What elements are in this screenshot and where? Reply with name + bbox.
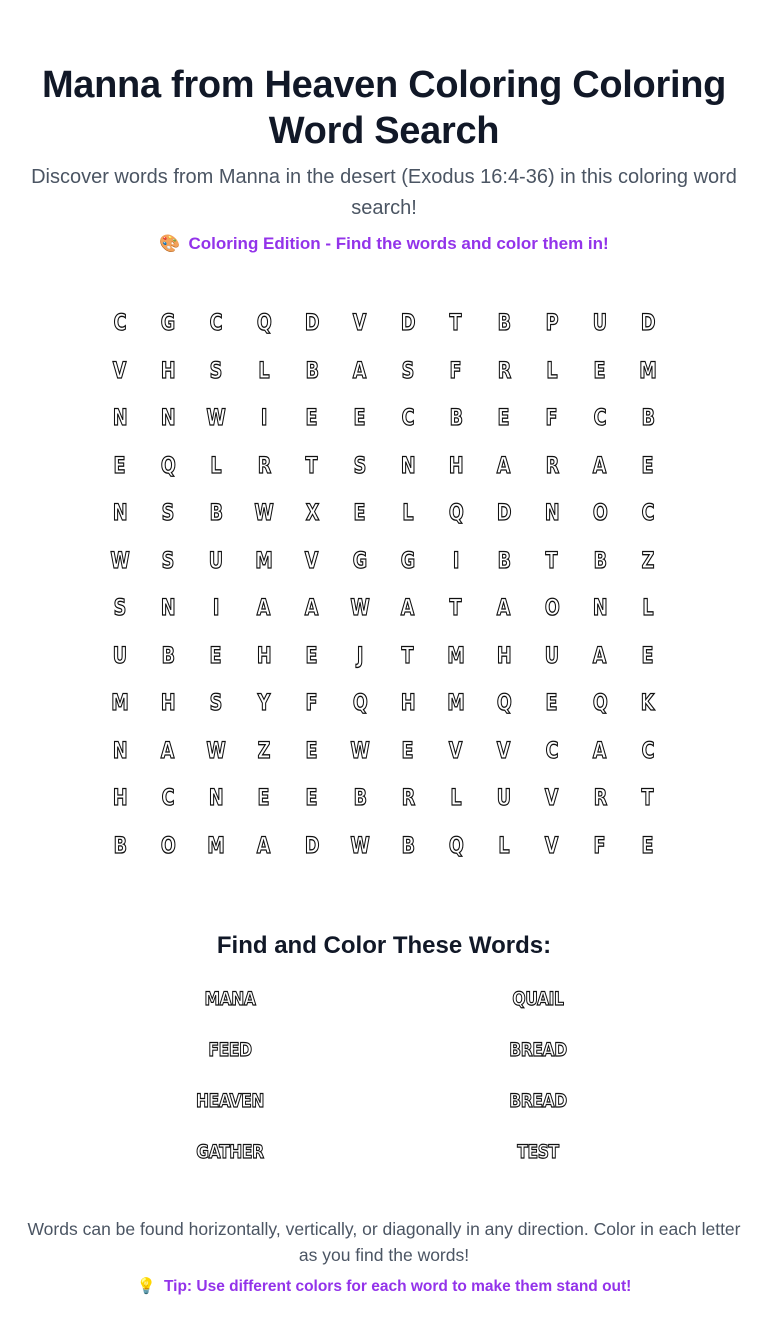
grid-cell[interactable]: H [256,643,272,669]
grid-cell[interactable]: E [113,453,127,479]
grid-cell[interactable]: D [304,833,320,859]
grid-cell[interactable]: C [641,738,655,764]
grid-cell[interactable]: F [545,406,559,432]
grid-cell[interactable]: R [593,786,607,812]
grid-cell[interactable]: W [350,596,370,622]
grid-cell[interactable]: W [206,738,226,764]
word-list-title: Find and Color These Words: [216,932,552,959]
grid-cell[interactable]: N [400,453,416,479]
grid-cell[interactable]: R [401,786,415,812]
word-list-item: MANA [204,988,256,1010]
grid-cell[interactable]: V [353,311,367,337]
grid-cell[interactable]: M [639,358,657,384]
grid-cell[interactable]: L [402,501,414,527]
grid-cell[interactable]: L [498,833,510,859]
grid-cell[interactable]: T [305,453,318,479]
grid-cell[interactable]: G [400,548,416,574]
word-list-item: BREAD [509,1039,567,1061]
grid-cell[interactable]: N [208,786,224,812]
grid-cell[interactable]: A [593,738,607,764]
grid-cell[interactable]: W [110,548,130,574]
grid-cell[interactable]: O [544,596,560,622]
grid-cell[interactable]: N [160,596,176,622]
grid-cell[interactable]: Q [496,691,512,717]
grid-cell[interactable]: A [305,596,319,622]
grid-cell[interactable]: Q [160,453,176,479]
grid-cell[interactable]: S [161,501,175,527]
edition-banner [0,232,768,256]
grid-cell[interactable]: R [497,358,511,384]
grid-cell[interactable]: C [593,406,607,432]
grid-cell[interactable]: O [160,833,176,859]
grid-cell[interactable]: U [592,311,608,337]
grid-cell[interactable]: V [545,786,559,812]
grid-cell[interactable]: J [356,643,364,669]
grid-cell[interactable]: M [447,643,465,669]
grid-cell[interactable]: Q [592,691,608,717]
grid-cell[interactable]: A [257,833,271,859]
tip-text: Tip: Use different colors for each word to make them stand out! [163,1278,632,1295]
word-list-item: FEED [208,1039,252,1061]
grid-cell[interactable]: M [111,691,129,717]
grid-cell[interactable]: L [450,786,462,812]
grid-cell[interactable]: R [257,453,271,479]
grid-cell[interactable]: S [353,453,367,479]
grid-cell[interactable]: A [497,596,511,622]
edition-text: Coloring Edition - Find the words and color them in! [188,234,609,253]
grid-cell[interactable]: U [496,786,512,812]
grid-cell[interactable]: V [497,738,511,764]
grid-cell[interactable]: B [497,311,511,337]
grid-cell[interactable]: T [449,311,462,337]
grid-cell[interactable]: L [210,453,222,479]
word-list-item: BREAD [509,1090,567,1112]
grid-cell[interactable]: I [452,548,460,574]
grid-cell[interactable]: E [641,643,655,669]
grid-cell[interactable]: L [546,358,558,384]
grid-cell[interactable]: B [305,358,319,384]
grid-cell[interactable]: N [160,406,176,432]
grid-cell[interactable]: C [641,501,655,527]
grid-cell[interactable]: M [207,833,225,859]
grid-cell[interactable]: A [401,596,415,622]
grid-cell[interactable]: I [212,596,220,622]
grid-cell[interactable]: E [305,786,319,812]
grid-cell[interactable]: T [545,548,558,574]
grid-cell[interactable]: S [401,358,415,384]
grid-cell[interactable]: A [353,358,367,384]
grid-cell[interactable]: C [209,311,223,337]
grid-cell[interactable]: A [161,738,175,764]
word-list-item: GATHER [196,1141,264,1163]
grid-cell[interactable]: E [305,406,319,432]
grid-cell[interactable]: S [209,691,223,717]
grid-cell[interactable]: H [112,786,128,812]
grid-cell[interactable]: B [353,786,367,812]
grid-cell[interactable]: B [497,548,511,574]
grid-cell[interactable]: L [642,596,654,622]
instructions-text: Words can be found horizontally, vertically, or diagonally in any direction. Color in each letter as you find the words! [27,1219,741,1265]
grid-cell[interactable]: E [257,786,271,812]
grid-cell[interactable]: A [497,453,511,479]
word-search-grid [96,300,672,870]
word-list-item: TEST [517,1141,559,1163]
grid-cell[interactable]: B [593,548,607,574]
grid-cell[interactable]: D [496,501,512,527]
grid-cell[interactable]: T [401,643,414,669]
grid-cell[interactable]: G [352,548,368,574]
grid-cell[interactable]: E [545,691,559,717]
grid-cell[interactable]: C [113,311,127,337]
grid-cell[interactable]: Z [641,548,655,574]
grid-cell[interactable]: E [305,643,319,669]
grid-cell[interactable]: B [449,406,463,432]
grid-cell[interactable]: B [209,501,223,527]
grid-cell[interactable]: F [593,833,607,859]
grid-cell[interactable]: F [449,358,463,384]
grid-cell[interactable]: M [447,691,465,717]
grid-cell[interactable]: T [641,786,654,812]
grid-cell[interactable]: E [209,643,223,669]
lightbulb-icon: 💡 [136,1278,156,1295]
grid-cell[interactable]: C [401,406,415,432]
grid-cell[interactable]: Z [257,738,271,764]
grid-cell[interactable]: Q [352,691,368,717]
grid-cell[interactable]: B [641,406,655,432]
word-list-item: HEAVEN [196,1090,264,1112]
grid-cell[interactable]: B [161,643,175,669]
grid-cell[interactable]: Q [256,311,272,337]
grid-cell[interactable]: C [545,738,559,764]
grid-cell[interactable]: A [257,596,271,622]
grid-cell[interactable]: N [592,596,608,622]
grid-cell[interactable]: C [161,786,175,812]
grid-cell[interactable]: H [448,453,464,479]
grid-cell[interactable]: E [641,833,655,859]
grid-cell[interactable]: A [593,453,607,479]
grid-cell[interactable]: W [254,501,274,527]
grid-cell[interactable]: F [305,691,319,717]
tip-banner [0,1276,768,1298]
grid-cell[interactable]: M [255,548,273,574]
grid-cell[interactable]: W [206,406,226,432]
grid-cell[interactable]: S [209,358,223,384]
word-list-item: QUAIL [512,988,564,1010]
grid-cell[interactable]: H [160,358,176,384]
grid-cell[interactable]: U [544,643,560,669]
grid-cell[interactable]: H [496,643,512,669]
grid-cell[interactable]: H [400,691,416,717]
grid-cell[interactable]: D [640,311,656,337]
grid-cell[interactable]: T [449,596,462,622]
grid-cell[interactable]: U [112,643,128,669]
grid-cell[interactable]: R [545,453,559,479]
grid-cell[interactable]: V [545,833,559,859]
grid-cell[interactable]: B [401,833,415,859]
grid-cell[interactable]: U [208,548,224,574]
page-subtitle: Discover words from Manna in the desert (Exodus 16:4-36) in this coloring word search! [31,166,737,219]
grid-cell[interactable]: E [305,738,319,764]
grid-cell[interactable]: N [112,406,128,432]
grid-cell[interactable]: X [305,501,319,527]
grid-cell[interactable]: E [353,406,367,432]
grid-cell[interactable]: Y [257,691,271,717]
grid-cell[interactable]: D [400,311,416,337]
grid-cell[interactable]: I [260,406,268,432]
grid-cell[interactable]: G [160,311,176,337]
palette-icon: 🎨 [159,234,181,253]
word-list [76,988,692,1192]
grid-cell[interactable]: L [258,358,270,384]
grid-cell[interactable]: P [545,311,559,337]
grid-cell[interactable]: S [161,548,175,574]
grid-cell[interactable]: S [113,596,127,622]
page-title: Manna from Heaven Coloring Coloring Word Search [41,64,727,152]
grid-cell[interactable]: N [112,501,128,527]
grid-cell[interactable]: D [304,311,320,337]
grid-cell[interactable]: Q [448,833,464,859]
grid-cell[interactable]: V [305,548,319,574]
grid-cell[interactable]: V [113,358,127,384]
grid-cell[interactable]: E [641,453,655,479]
grid-cell[interactable]: N [544,501,560,527]
grid-cell[interactable]: H [160,691,176,717]
grid-cell[interactable]: E [353,501,367,527]
grid-cell[interactable]: E [401,738,415,764]
grid-cell[interactable]: W [350,738,370,764]
grid-cell[interactable]: V [449,738,463,764]
grid-cell[interactable]: W [350,833,370,859]
grid-cell[interactable]: B [113,833,127,859]
grid-cell[interactable]: Q [448,501,464,527]
grid-cell[interactable]: N [112,738,128,764]
grid-cell[interactable]: A [593,643,607,669]
grid-cell[interactable]: K [641,691,655,717]
grid-cell[interactable]: E [497,406,511,432]
grid-cell[interactable]: E [593,358,607,384]
grid-cell[interactable]: O [592,501,608,527]
